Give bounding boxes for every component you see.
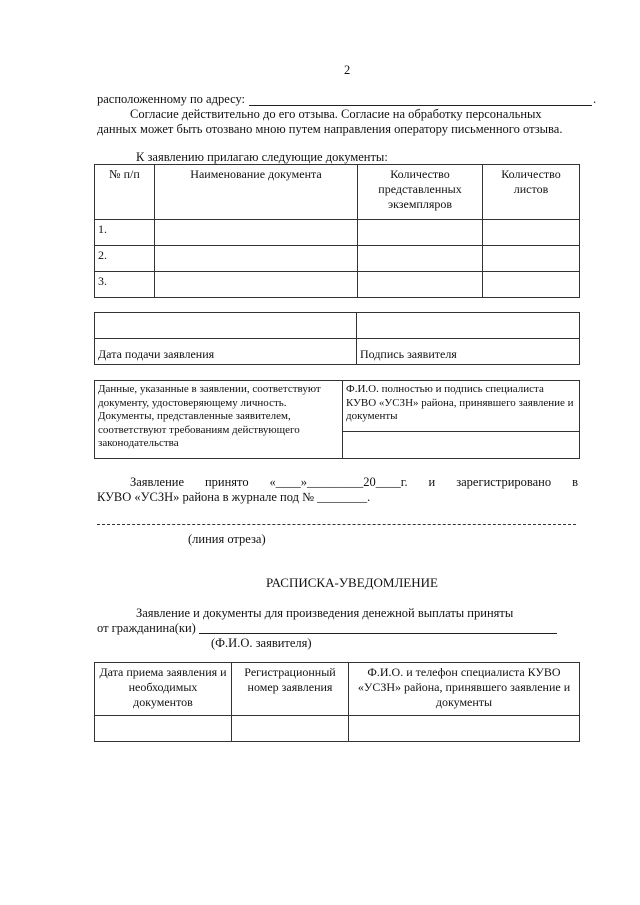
header-copies: Количество представленных экземпляров xyxy=(358,165,483,220)
header-num: № п/п xyxy=(95,165,155,220)
receipt-date-cell[interactable] xyxy=(95,716,232,742)
receipt-line-2-prefix: от гражданина(ки) xyxy=(97,621,196,635)
receipt-table xyxy=(94,662,580,742)
applicant-name-line xyxy=(199,633,557,634)
header-sheets: Количество листов xyxy=(483,165,580,220)
accepted-word-3: и xyxy=(428,475,436,489)
signature-field[interactable] xyxy=(357,313,580,339)
doc-name-cell[interactable] xyxy=(155,272,358,298)
copies-cell[interactable] xyxy=(358,246,483,272)
accepted-line-1 xyxy=(130,474,578,490)
row-num: 2. xyxy=(95,246,155,272)
cut-line-label: (линия отреза) xyxy=(188,532,266,546)
consent-line-2: данных может быть отозвано мною путем направления оператору письменного отзыва. xyxy=(97,122,563,136)
accepted-word-1: Заявление xyxy=(130,475,185,489)
specialist-label: Ф.И.О. полностью и подпись специалиста КУВО «УСЗН» района, принявшего заявление и документы xyxy=(343,381,580,432)
table-row xyxy=(95,220,580,246)
date-signature-table xyxy=(94,312,580,365)
signature-label: Подпись заявителя xyxy=(357,339,580,365)
receipt-specialist-cell[interactable] xyxy=(349,716,580,742)
receipt-title: РАСПИСКА-УВЕДОМЛЕНИЕ xyxy=(266,575,438,590)
documents-table xyxy=(94,164,580,298)
sheets-cell[interactable] xyxy=(483,246,580,272)
verification-text: Данные, указанные в заявлении, соответствуют документу, удостоверяющему личность. Документы, представленные заявителем, соответствуют требованиям действующего законодательства xyxy=(95,381,343,459)
row-num: 3. xyxy=(95,272,155,298)
receipt-header-date: Дата приема заявления и необходимых документов xyxy=(95,663,232,716)
receipt-header-specialist: Ф.И.О. и телефон специалиста КУВО «УСЗН» района, принявшего заявление и документы xyxy=(349,663,580,716)
receipt-line-1: Заявление и документы для произведения денежной выплаты приняты xyxy=(136,606,514,620)
date-field[interactable] xyxy=(95,313,357,339)
accepted-word-5: в xyxy=(572,475,578,489)
consent-line-1: Согласие действительно до его отзыва. Согласие на обработку персональных xyxy=(130,107,542,121)
header-doc-name: Наименование документа xyxy=(155,165,358,220)
accepted-word-4: зарегистрировано xyxy=(456,475,552,489)
address-prefix: расположенному по адресу: xyxy=(97,92,246,106)
row-num: 1. xyxy=(95,220,155,246)
cut-line xyxy=(97,524,576,525)
docs-intro: К заявлению прилагаю следующие документы: xyxy=(136,150,388,164)
specialist-signature-field[interactable] xyxy=(343,432,580,459)
doc-name-cell[interactable] xyxy=(155,246,358,272)
accepted-line-2: КУВО «УСЗН» района в журнале под № ________. xyxy=(97,490,371,504)
accepted-word-2: принято xyxy=(204,475,249,489)
doc-name-cell[interactable] xyxy=(155,220,358,246)
sheets-cell[interactable] xyxy=(483,272,580,298)
page-number: 2 xyxy=(344,63,351,77)
table-row xyxy=(95,246,580,272)
copies-cell[interactable] xyxy=(358,272,483,298)
accepted-date: «____»_________20____г. xyxy=(269,475,408,489)
verification-table xyxy=(94,380,580,459)
date-label: Дата подачи заявления xyxy=(95,339,357,365)
address-end: . xyxy=(593,92,597,106)
fio-label: (Ф.И.О. заявителя) xyxy=(211,636,312,650)
copies-cell[interactable] xyxy=(358,220,483,246)
receipt-reg-number-cell[interactable] xyxy=(232,716,349,742)
table-row xyxy=(95,272,580,298)
receipt-header-reg-number: Регистрационный номер заявления xyxy=(232,663,349,716)
sheets-cell[interactable] xyxy=(483,220,580,246)
documents-table-header xyxy=(95,165,580,220)
